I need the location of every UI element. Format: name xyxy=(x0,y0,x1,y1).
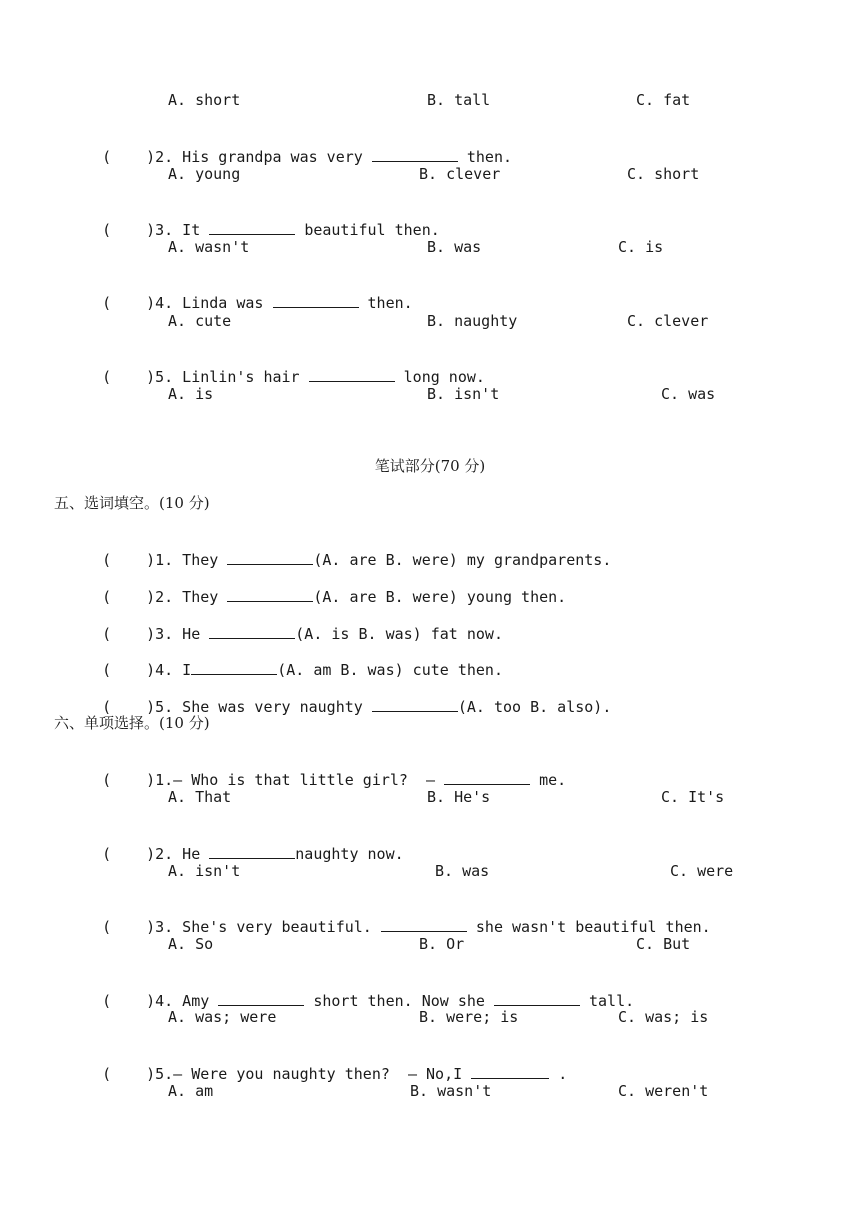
answer-blank[interactable] xyxy=(227,550,313,565)
answer-blank[interactable] xyxy=(309,367,395,382)
section6-item-2 xyxy=(84,824,404,863)
answer-blank[interactable] xyxy=(218,991,304,1006)
answer-paren[interactable]: ( xyxy=(102,661,112,679)
question-listening-5 xyxy=(84,347,485,386)
answer-paren[interactable]: ( xyxy=(102,698,112,716)
question-text: )4. Amy xyxy=(146,992,210,1010)
answer-blank[interactable] xyxy=(191,660,277,675)
section6-item-1 xyxy=(84,750,567,789)
answer-paren[interactable]: ( xyxy=(102,1065,112,1083)
answer-blank[interactable] xyxy=(209,220,295,235)
option: B. was xyxy=(435,862,490,880)
answer-blank[interactable] xyxy=(209,624,295,639)
answer-paren[interactable]: ( xyxy=(102,368,112,386)
answer-blank[interactable] xyxy=(372,697,458,712)
option: B. tall xyxy=(427,91,491,109)
question-text: tall. xyxy=(589,992,635,1010)
answer-paren[interactable]: ( xyxy=(102,588,112,606)
option: A. young xyxy=(168,165,241,183)
question-text: (A. am B. was) cute then. xyxy=(277,661,503,679)
question-text: (A. too B. also). xyxy=(457,698,612,716)
answer-paren[interactable]: ( xyxy=(102,918,112,936)
question-text: (A. are B. were) my grandparents. xyxy=(313,551,612,569)
option: B. was xyxy=(427,238,482,256)
option: C. weren't xyxy=(618,1082,709,1100)
section5-heading: 五、选词填空。(10 分) xyxy=(54,494,210,512)
written-part-title: 笔试部分(70 分) xyxy=(374,457,486,475)
question-text: naughty now. xyxy=(295,845,404,863)
option: A. short xyxy=(168,91,241,109)
option: C. But xyxy=(636,935,691,953)
question-text: . xyxy=(558,1065,568,1083)
answer-paren[interactable]: ( xyxy=(102,845,112,863)
section5-item-2 xyxy=(84,567,567,606)
section6-item-5 xyxy=(84,1044,568,1083)
section5-item-4 xyxy=(84,640,503,679)
question-text: (A. is B. was) fat now. xyxy=(295,625,503,643)
option: A. was; were xyxy=(168,1008,277,1026)
question-text: )1.— Who is that little girl? — xyxy=(146,771,436,789)
answer-blank[interactable] xyxy=(494,991,580,1006)
answer-paren[interactable]: ( xyxy=(102,294,112,312)
question-text: )2. His grandpa was very xyxy=(146,148,363,166)
question-text: me. xyxy=(539,771,567,789)
option: C. was; is xyxy=(618,1008,709,1026)
option: A. So xyxy=(168,935,214,953)
option: B. clever xyxy=(419,165,501,183)
question-listening-3 xyxy=(84,200,440,239)
question-text: beautiful then. xyxy=(304,221,440,239)
question-text: )4. Linda was xyxy=(146,294,264,312)
section5-item-1 xyxy=(84,530,612,569)
question-text: then. xyxy=(367,294,413,312)
option: B. isn't xyxy=(427,385,500,403)
question-text: )2. He xyxy=(146,845,201,863)
option: C. It's xyxy=(661,788,725,806)
answer-blank[interactable] xyxy=(209,844,295,859)
option: C. fat xyxy=(636,91,691,109)
answer-blank[interactable] xyxy=(444,770,530,785)
question-text: )5.— Were you naughty then? — No,I xyxy=(146,1065,463,1083)
answer-blank[interactable] xyxy=(273,293,359,308)
question-text: she wasn't beautiful then. xyxy=(475,918,711,936)
answer-paren[interactable]: ( xyxy=(102,992,112,1010)
section6-item-4 xyxy=(84,971,635,1010)
answer-blank[interactable] xyxy=(381,917,467,932)
question-text: )5. Linlin's hair xyxy=(146,368,300,386)
question-text: )1. They xyxy=(146,551,219,569)
option: C. is xyxy=(618,238,664,256)
question-text: )3. It xyxy=(146,221,201,239)
question-text: (A. are B. were) young then. xyxy=(313,588,567,606)
answer-paren[interactable]: ( xyxy=(102,771,112,789)
option: A. am xyxy=(168,1082,214,1100)
answer-blank[interactable] xyxy=(227,587,313,602)
answer-paren[interactable]: ( xyxy=(102,221,112,239)
option: B. He's xyxy=(427,788,491,806)
answer-paren[interactable]: ( xyxy=(102,148,112,166)
option: B. naughty xyxy=(427,312,518,330)
question-listening-2 xyxy=(84,127,513,166)
question-text: )3. She's very beautiful. xyxy=(146,918,372,936)
option: B. were; is xyxy=(419,1008,519,1026)
section6-item-3 xyxy=(84,897,711,936)
option: C. were xyxy=(670,862,734,880)
question-text: )4. I xyxy=(146,661,192,679)
question-text: then. xyxy=(466,148,513,166)
question-text: )3. He xyxy=(146,625,201,643)
option: C. short xyxy=(627,165,700,183)
question-text: )5. She was very naughty xyxy=(146,698,363,716)
answer-blank[interactable] xyxy=(471,1064,549,1079)
section5-item-3 xyxy=(84,604,503,643)
section6-heading: 六、单项选择。(10 分) xyxy=(54,714,210,732)
option: A. cute xyxy=(168,312,232,330)
option: C. clever xyxy=(627,312,709,330)
option: B. wasn't xyxy=(410,1082,492,1100)
answer-paren[interactable]: ( xyxy=(102,625,112,643)
answer-blank[interactable] xyxy=(372,147,458,162)
option: C. was xyxy=(661,385,716,403)
section5-item-5 xyxy=(84,677,612,716)
option: B. Or xyxy=(419,935,465,953)
question-text: long now. xyxy=(403,368,485,386)
question-text: short then. Now she xyxy=(313,992,485,1010)
option: A. That xyxy=(168,788,232,806)
option: A. wasn't xyxy=(168,238,250,256)
question-text: )2. They xyxy=(146,588,219,606)
question-listening-4 xyxy=(84,273,413,312)
option: A. is xyxy=(168,385,214,403)
answer-paren[interactable]: ( xyxy=(102,551,112,569)
option: A. isn't xyxy=(168,862,241,880)
